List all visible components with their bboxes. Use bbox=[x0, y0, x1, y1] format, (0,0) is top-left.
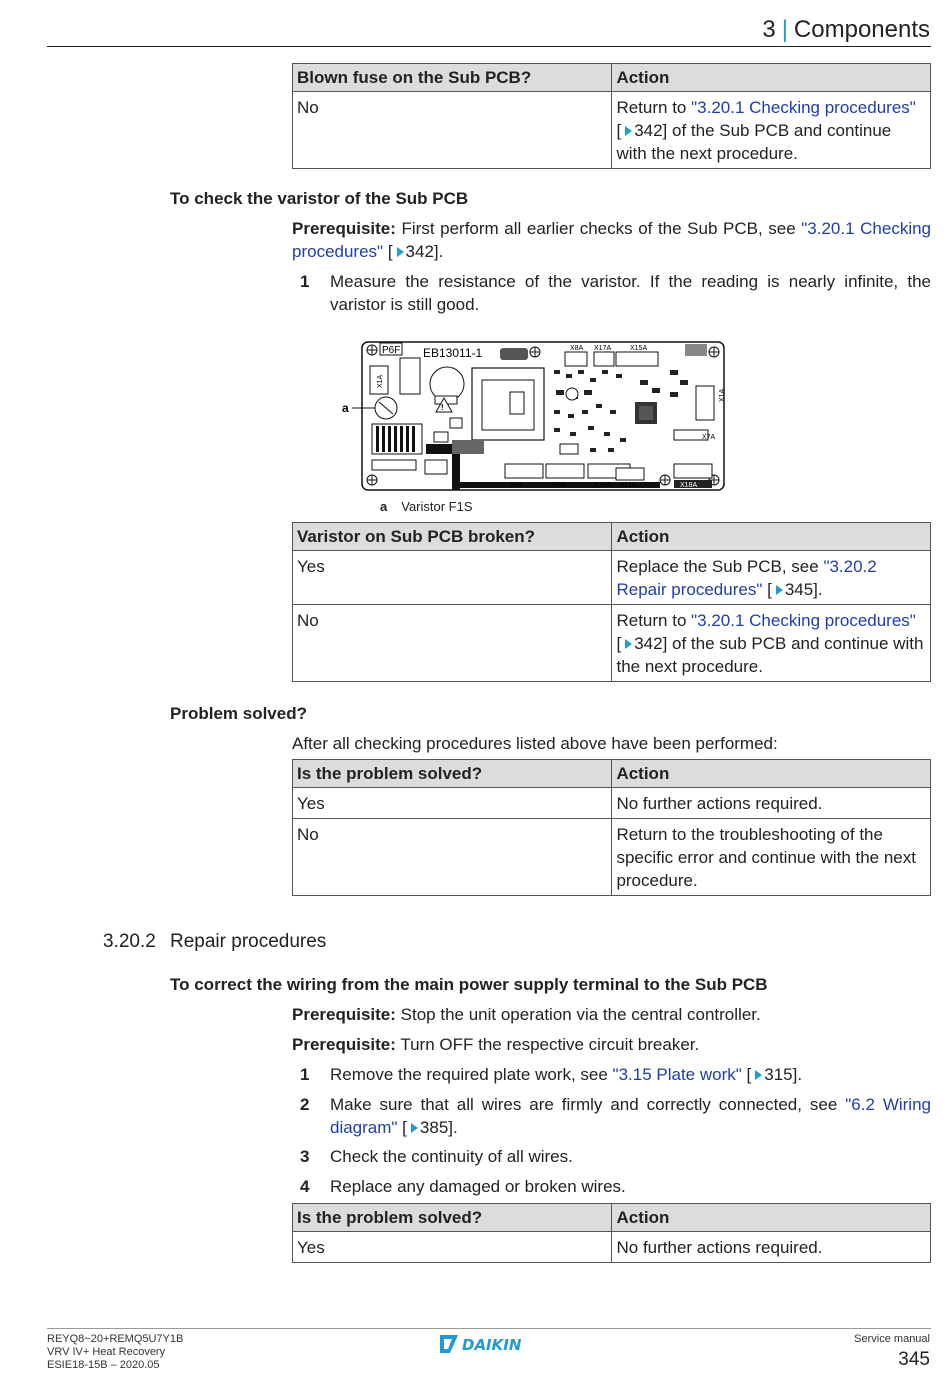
prerequisite-text: Turn OFF the respective circuit breaker. bbox=[395, 1035, 700, 1054]
pcb-label-x9a: X9A bbox=[552, 482, 566, 489]
footer-divider bbox=[47, 1328, 931, 1329]
action-cell bbox=[612, 605, 931, 682]
step-number: 2 bbox=[300, 1095, 310, 1114]
chapter-title: Components bbox=[793, 16, 930, 43]
wiring-heading: To correct the wiring from the main power supply terminal to the Sub PCB bbox=[170, 975, 768, 994]
page-ref-text: 342]. bbox=[405, 242, 444, 261]
bracket-text: [ bbox=[397, 1118, 407, 1137]
step-number: 4 bbox=[300, 1177, 310, 1196]
wiring-diagram-link[interactable]: "6.2 Wiring diagram" bbox=[330, 1095, 931, 1137]
plate-work-link[interactable]: "3.15 Plate work" bbox=[612, 1065, 742, 1084]
step-text: Check the continuity of all wires. bbox=[330, 1147, 573, 1166]
svg-text:!: ! bbox=[441, 403, 444, 412]
pcb-label-x11a: X11A bbox=[620, 482, 637, 489]
varistor-heading: To check the varistor of the Sub PCB bbox=[170, 189, 469, 208]
condition-cell: Yes bbox=[293, 551, 612, 605]
step-text: Measure the resistance of the varistor. If the reading is nearly infinite, the varistor is still good. bbox=[330, 272, 931, 314]
table-row bbox=[293, 605, 931, 682]
column-header: Action bbox=[612, 760, 931, 788]
header-divider bbox=[47, 46, 931, 47]
action-cell: No further actions required. bbox=[612, 1232, 931, 1263]
section-number: 3.20.2 bbox=[103, 931, 156, 952]
bracket-text: [ bbox=[383, 242, 393, 261]
logo-text: DAIKIN bbox=[462, 1336, 522, 1354]
table-header-row bbox=[293, 523, 931, 551]
step-text bbox=[330, 1063, 931, 1086]
page-ref-text: 315]. bbox=[764, 1065, 803, 1084]
action-text: Return to bbox=[616, 98, 692, 117]
step-number: 1 bbox=[300, 1065, 310, 1084]
condition-cell: No bbox=[293, 819, 612, 896]
figure-legend bbox=[380, 498, 473, 516]
pcb-label-x8a: X8A bbox=[510, 482, 524, 489]
pcb-label-x15a: X15A bbox=[630, 345, 648, 352]
footer-doc-info bbox=[47, 1333, 183, 1372]
condition-cell: Yes bbox=[293, 788, 612, 819]
table-row bbox=[293, 819, 931, 896]
pcb-label-x1a: X1A bbox=[377, 374, 384, 388]
column-header: Blown fuse on the Sub PCB? bbox=[293, 64, 612, 92]
table-header-row bbox=[293, 760, 931, 788]
legend-text: Varistor F1S bbox=[401, 499, 473, 514]
step-text: Replace any damaged or broken wires. bbox=[330, 1177, 626, 1196]
bracket-text: [ bbox=[616, 634, 622, 653]
page-ref-arrow-icon bbox=[397, 247, 404, 257]
chapter-header bbox=[762, 14, 930, 46]
pcb-label-x10a: X10A bbox=[594, 482, 612, 489]
varistor-prerequisite bbox=[292, 217, 931, 263]
prerequisite-text: Stop the unit operation via the central controller. bbox=[395, 1005, 761, 1024]
condition-cell: No bbox=[293, 605, 612, 682]
chapter-separator: | bbox=[781, 16, 788, 43]
pcb-label-x17a: X17A bbox=[594, 345, 612, 352]
checking-procedures-link[interactable]: "3.20.1 Checking procedures" bbox=[691, 611, 916, 630]
footer-doc-type: Service manual bbox=[854, 1333, 930, 1345]
table-row bbox=[293, 551, 931, 605]
page-ref-text: 342] of the Sub PCB and continue with the next procedure. bbox=[616, 121, 892, 163]
page-ref-text: 385]. bbox=[419, 1118, 458, 1137]
action-text: Replace the Sub PCB, see bbox=[616, 557, 824, 576]
prerequisite-label: Prerequisite: bbox=[292, 1005, 396, 1024]
step-text-part: Make sure that all wires are firmly and correctly connected, see bbox=[330, 1095, 846, 1114]
action-cell: No further actions required. bbox=[612, 788, 931, 819]
blown-fuse-table bbox=[292, 63, 931, 169]
prerequisite-text: First perform all earlier checks of the Sub PCB, see bbox=[395, 219, 802, 238]
footer-series: VRV IV+ Heat Recovery bbox=[47, 1346, 166, 1358]
column-header: Action bbox=[612, 1204, 931, 1232]
bracket-text: [ bbox=[762, 580, 772, 599]
bracket-text: [ bbox=[616, 121, 622, 140]
daikin-logo bbox=[440, 1333, 540, 1355]
column-header: Action bbox=[612, 523, 931, 551]
action-text: Return to bbox=[616, 611, 692, 630]
page-ref-arrow-icon bbox=[755, 1070, 762, 1080]
column-header: Varistor on Sub PCB broken? bbox=[293, 523, 612, 551]
wiring-prerequisite-2 bbox=[292, 1033, 931, 1056]
pcb-label-x7a: X7A bbox=[702, 434, 716, 441]
varistor-broken-table bbox=[292, 522, 931, 682]
column-header: Is the problem solved? bbox=[293, 1204, 612, 1232]
step-text-part: Remove the required plate work, see bbox=[330, 1065, 613, 1084]
footer-model: REYQ8~20+REMQ5U7Y1B bbox=[47, 1333, 184, 1345]
condition-cell: Yes bbox=[293, 1232, 612, 1263]
column-header: Action bbox=[612, 64, 931, 92]
step-text bbox=[330, 1093, 931, 1139]
prerequisite-label: Prerequisite: bbox=[292, 1035, 396, 1054]
page-ref-text: 345]. bbox=[784, 580, 823, 599]
pcb-board-id: EB13011-1 bbox=[423, 346, 483, 360]
pcb-label-p6f: P6F bbox=[382, 345, 401, 356]
page-ref-arrow-icon bbox=[776, 585, 783, 595]
condition-cell: No bbox=[293, 92, 612, 169]
wiring-prerequisite-1 bbox=[292, 1003, 931, 1026]
pcb-label-x1a-right: X1A bbox=[719, 388, 726, 402]
pcb-label-x18a: X18A bbox=[680, 482, 698, 489]
action-cell: Return to the troubleshooting of the specific error and continue with the next procedure. bbox=[612, 819, 931, 896]
page-ref-arrow-icon bbox=[411, 1123, 418, 1133]
problem-solved-table bbox=[292, 759, 931, 896]
table-row bbox=[293, 92, 931, 169]
table-header-row bbox=[293, 1204, 931, 1232]
figure-callout-a: a bbox=[342, 401, 349, 415]
problem-solved-heading: Problem solved? bbox=[170, 704, 307, 723]
legend-key: a bbox=[380, 499, 388, 514]
checking-procedures-link[interactable]: "3.20.1 Checking procedures" bbox=[691, 98, 916, 117]
table-row bbox=[293, 1232, 931, 1263]
section-heading bbox=[103, 930, 326, 953]
page-number: 345 bbox=[898, 1349, 930, 1370]
table-header-row bbox=[293, 64, 931, 92]
table-row bbox=[293, 788, 931, 819]
step-number: 3 bbox=[300, 1147, 310, 1166]
footer-doc-code: ESIE18-15B – 2020.05 bbox=[47, 1359, 160, 1371]
action-cell bbox=[612, 551, 931, 605]
step-number: 1 bbox=[300, 272, 310, 291]
action-cell bbox=[612, 92, 931, 169]
repair-procedures-link[interactable]: "3.20.2 Repair procedures" bbox=[616, 557, 877, 599]
page-ref-text: 342] of the sub PCB and continue with the next procedure. bbox=[616, 634, 924, 676]
sub-pcb-figure bbox=[340, 340, 730, 495]
page-ref-arrow-icon bbox=[625, 639, 632, 649]
section-title: Repair procedures bbox=[170, 931, 327, 952]
chapter-number: 3 bbox=[762, 16, 776, 43]
bracket-text: [ bbox=[741, 1065, 752, 1084]
wiring-problem-solved-table bbox=[292, 1203, 931, 1263]
prerequisite-label: Prerequisite: bbox=[292, 219, 396, 238]
pcb-label-x8a-top: X8A bbox=[570, 345, 584, 352]
checking-procedures-link[interactable]: "3.20.1 Checking procedures" bbox=[292, 219, 932, 261]
column-header: Is the problem solved? bbox=[293, 760, 612, 788]
problem-intro: After all checking procedures listed above have been performed: bbox=[292, 734, 778, 753]
page-ref-arrow-icon bbox=[625, 126, 632, 136]
